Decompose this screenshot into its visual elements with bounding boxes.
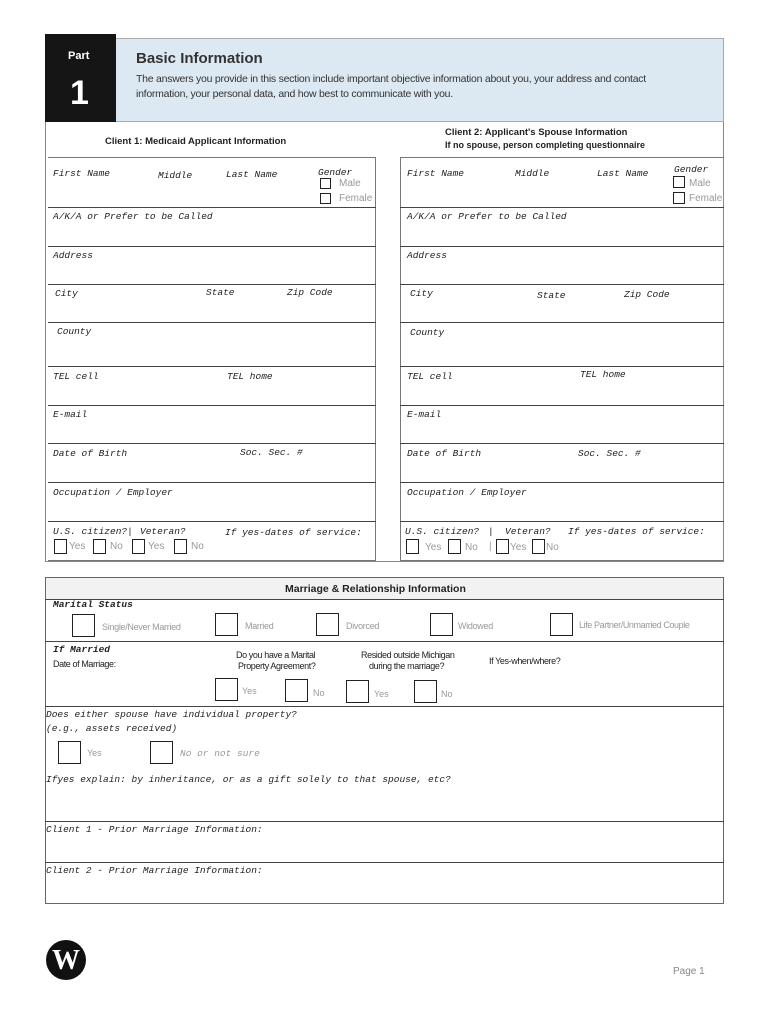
client2-male-label: Male: [689, 178, 711, 189]
prior-marriage-client2-label: Client 2 - Prior Marriage Information:: [46, 865, 263, 876]
property-no-label: No or not sure: [180, 748, 260, 759]
client2-middle-label: Middle: [515, 168, 550, 179]
client2-veteran-yes-checkbox[interactable]: [496, 539, 509, 554]
client1-heading: Client 1: Medicaid Applicant Information: [105, 136, 287, 147]
client1-gender-label: Gender: [318, 167, 353, 178]
client2-address-label: Address: [407, 250, 447, 261]
client1-citizen-yes-label: Yes: [69, 541, 86, 552]
divorced-label: Divorced: [346, 621, 380, 631]
marriage-heading: Marriage & Relationship Information: [285, 583, 466, 595]
client1-email-label: E-mail: [53, 409, 88, 420]
client2-zip-label: Zip Code: [624, 289, 670, 300]
client2-veteran-no-checkbox[interactable]: [532, 539, 545, 554]
client1-tel-cell-label: TEL cell: [53, 371, 99, 382]
life-partner-label: Life Partner/Unmarried Couple: [579, 620, 690, 630]
client1-veteran-no-checkbox[interactable]: [174, 539, 187, 554]
client2-citizen-yes-checkbox[interactable]: [406, 539, 419, 554]
life-partner-checkbox[interactable]: [550, 613, 573, 636]
if-married-label: If Married: [53, 644, 111, 655]
agreement-line2: Property Agreement?: [238, 661, 316, 671]
client2-state-label: State: [537, 290, 566, 301]
resided-no-checkbox[interactable]: [414, 680, 437, 703]
client1-first-name-label: First Name: [53, 168, 111, 179]
client2-last-name-label: Last Name: [597, 168, 649, 179]
property-yes-checkbox[interactable]: [58, 741, 81, 764]
client2-county-label: County: [410, 327, 445, 338]
client2-email-label: E-mail: [407, 409, 442, 420]
client2-citizen-no-checkbox[interactable]: [448, 539, 461, 554]
when-where-label: If Yes-when/where?: [489, 656, 561, 666]
widowed-label: Widowed: [458, 621, 493, 631]
part-number: 1: [70, 74, 89, 112]
section-title: Basic Information: [136, 50, 263, 67]
client1-male-label: Male: [339, 178, 361, 189]
client2-female-label: Female: [689, 193, 723, 204]
client1-state-label: State: [206, 287, 235, 298]
property-no-checkbox[interactable]: [150, 741, 173, 764]
client2-first-name-label: First Name: [407, 168, 465, 179]
client1-last-name-label: Last Name: [226, 169, 278, 180]
client2-male-checkbox[interactable]: [673, 176, 685, 188]
resided-line2: during the marriage?: [369, 661, 445, 671]
client2-veteran-separator: |: [489, 541, 492, 552]
single-label: Single/Never Married: [102, 622, 181, 632]
date-of-marriage-label: Date of Marriage:: [53, 659, 116, 669]
client1-citizen-yes-checkbox[interactable]: [54, 539, 67, 554]
client2-occupation-label: Occupation / Employer: [407, 487, 527, 498]
client2-heading: Client 2: Applicant's Spouse Information: [445, 127, 628, 138]
client1-middle-label: Middle: [158, 170, 193, 181]
section-description-line1: The answers you provide in this section include important objective information about you, your address and contact: [136, 73, 646, 85]
client1-county-label: County: [57, 326, 92, 337]
client2-citizen-yes-label: Yes: [425, 542, 442, 553]
logo: [45, 939, 87, 981]
client1-dob-label: Date of Birth: [53, 448, 128, 459]
client1-ssn-label: Soc. Sec. #: [240, 447, 303, 458]
single-checkbox[interactable]: [72, 614, 95, 637]
resided-yes-checkbox[interactable]: [346, 680, 369, 703]
client1-veteran-yes-label: Yes: [148, 541, 165, 552]
client1-female-label: Female: [339, 193, 373, 204]
client1-veteran-no-label: No: [191, 541, 204, 552]
svg-text:W: W: [52, 945, 80, 976]
individual-property-line1: Does either spouse have individual property?: [46, 709, 297, 720]
client1-tel-home-label: TEL home: [227, 371, 273, 382]
client1-female-checkbox[interactable]: [320, 193, 331, 204]
page-number: Page 1: [673, 966, 705, 977]
agreement-no-label: No: [313, 688, 325, 698]
client2-ssn-label: Soc. Sec. #: [578, 448, 641, 459]
resided-line1: Resided outside Michigan: [361, 650, 455, 660]
agreement-no-checkbox[interactable]: [285, 679, 308, 702]
client2-city-label: City: [410, 288, 433, 299]
client2-female-checkbox[interactable]: [673, 192, 685, 204]
client2-veteran-no-label: No: [546, 542, 559, 553]
property-yes-label: Yes: [87, 748, 102, 758]
explain-label: Ifyes explain: by inheritance, or as a gift solely to that spouse, etc?: [46, 774, 451, 785]
client2-aka-label: A/K/A or Prefer to be Called: [407, 211, 567, 222]
client2-veteran-yes-label: Yes: [510, 542, 527, 553]
client1-occupation-label: Occupation / Employer: [53, 487, 173, 498]
widowed-checkbox[interactable]: [430, 613, 453, 636]
client2-veteran-label: Veteran?: [505, 526, 551, 537]
client2-citizen-no-label: No: [465, 542, 478, 553]
client1-veteran-label: Veteran?: [140, 526, 186, 537]
marital-status-label: Marital Status: [53, 599, 133, 610]
client2-citizen-label: U.S. citizen?: [405, 526, 480, 537]
client2-subheading: If no spouse, person completing questionnaire: [445, 140, 646, 150]
client1-zip-label: Zip Code: [287, 287, 333, 298]
section-description-line2: information, your personal data, and how best to communicate with you.: [136, 88, 453, 100]
prior-marriage-client1-label: Client 1 - Prior Marriage Information:: [46, 824, 263, 835]
client1-citizen-label: U.S. citizen?|: [53, 526, 133, 537]
married-checkbox[interactable]: [215, 613, 238, 636]
agreement-yes-checkbox[interactable]: [215, 678, 238, 701]
client1-city-label: City: [55, 288, 78, 299]
individual-property-line2: (e.g., assets received): [46, 723, 178, 734]
resided-yes-label: Yes: [374, 689, 389, 699]
agreement-line1: Do you have a Marital: [236, 650, 316, 660]
resided-no-label: No: [441, 689, 453, 699]
divorced-checkbox[interactable]: [316, 613, 339, 636]
client2-tel-home-label: TEL home: [580, 369, 626, 380]
client1-aka-label: A/K/A or Prefer to be Called: [53, 211, 213, 222]
client2-service-label: If yes-dates of service:: [568, 526, 705, 537]
client1-address-label: Address: [53, 250, 93, 261]
part-label: Part: [68, 50, 90, 62]
client1-male-checkbox[interactable]: [320, 178, 331, 189]
client2-citizen-separator: |: [488, 526, 494, 537]
agreement-yes-label: Yes: [242, 686, 257, 696]
client2-tel-cell-label: TEL cell: [407, 371, 453, 382]
client2-gender-label: Gender: [674, 164, 709, 175]
client1-citizen-no-checkbox[interactable]: [93, 539, 106, 554]
client1-veteran-yes-checkbox[interactable]: [132, 539, 145, 554]
client2-dob-label: Date of Birth: [407, 448, 482, 459]
client1-citizen-no-label: No: [110, 541, 123, 552]
client1-service-label: If yes-dates of service:: [225, 527, 362, 538]
married-label: Married: [245, 621, 274, 631]
